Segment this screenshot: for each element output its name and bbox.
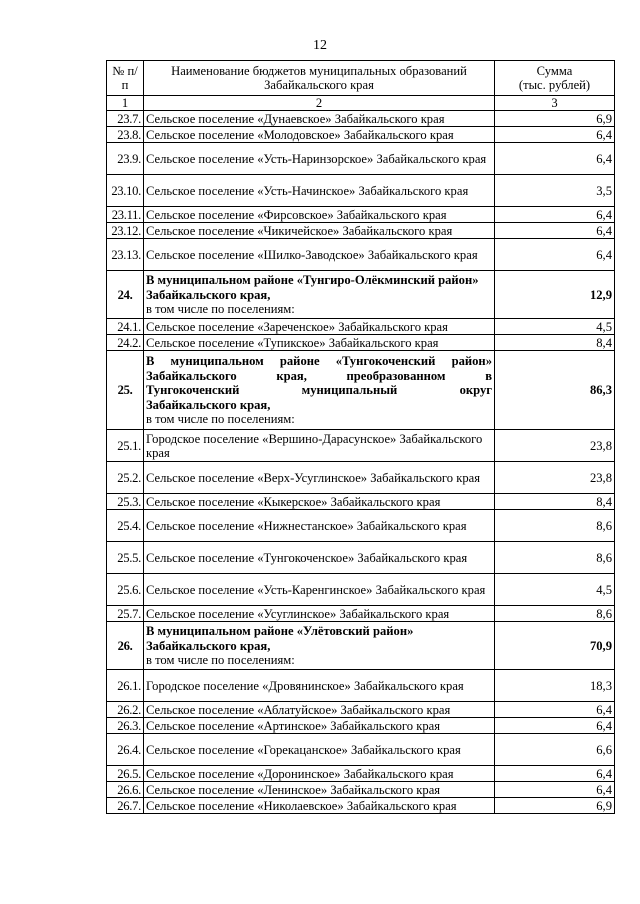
row-sum: 6,4 [495, 143, 615, 175]
table-row [107, 734, 615, 766]
row-number: 25.3. [107, 494, 144, 510]
row-number: 25.4. [107, 510, 144, 542]
row-number: 25.5. [107, 542, 144, 574]
row-number: 23.7. [107, 111, 144, 127]
row-number: 23.13. [107, 239, 144, 271]
row-name: Сельское поселение «Николаевское» Забайкальского края [144, 798, 495, 814]
row-sum: 6,9 [495, 111, 615, 127]
table-row [107, 510, 615, 542]
row-name: Сельское поселение «Шилко-Заводское» Забайкальского края [144, 239, 495, 271]
row-number: 23.8. [107, 127, 144, 143]
row-number: 23.9. [107, 143, 144, 175]
row-name: Сельское поселение «Зареченское» Забайкальского края [144, 319, 495, 335]
row-sum: 6,4 [495, 782, 615, 798]
table-row [107, 207, 615, 223]
table-row [107, 127, 615, 143]
table-row [107, 462, 615, 494]
row-sum: 6,4 [495, 207, 615, 223]
row-sum: 8,6 [495, 510, 615, 542]
row-sum: 23,8 [495, 462, 615, 494]
row-name: Сельское поселение «Фирсовское» Забайкальского края [144, 207, 495, 223]
header-sum: Сумма (тыс. рублей) [495, 61, 615, 96]
row-number: 26.6. [107, 782, 144, 798]
district-number: 26. [107, 622, 144, 670]
page-number: 12 [313, 38, 327, 53]
column-number: 2 [144, 96, 495, 111]
row-number: 24.1. [107, 319, 144, 335]
table-row [107, 702, 615, 718]
row-number: 26.1. [107, 670, 144, 702]
column-numbers-row [107, 96, 615, 111]
row-name: Сельское поселение «Нижнестанское» Забайкальского края [144, 510, 495, 542]
row-sum: 6,4 [495, 239, 615, 271]
row-name: Городское поселение «Вершино-Дарасунское» Забайкальского края [144, 430, 495, 462]
row-name: Городское поселение «Дровянинское» Забайкальского края [144, 670, 495, 702]
table-row [107, 430, 615, 462]
row-sum: 23,8 [495, 430, 615, 462]
row-name: Сельское поселение «Ленинское» Забайкальского края [144, 782, 495, 798]
row-sum: 8,4 [495, 494, 615, 510]
row-name: Сельское поселение «Аблатуйское» Забайкальского края [144, 702, 495, 718]
row-number: 25.7. [107, 606, 144, 622]
row-name: Сельское поселение «Тупикское» Забайкальского края [144, 335, 495, 351]
row-sum: 8,6 [495, 542, 615, 574]
row-sum: 6,6 [495, 734, 615, 766]
row-number: 26.5. [107, 766, 144, 782]
column-number: 3 [495, 96, 615, 111]
header-num: № п/п [107, 61, 144, 96]
row-number: 25.6. [107, 574, 144, 606]
table-row [107, 239, 615, 271]
district-row [107, 622, 615, 670]
row-name: Сельское поселение «Усть-Каренгинское» Забайкальского края [144, 574, 495, 606]
table-row [107, 670, 615, 702]
row-number: 25.1. [107, 430, 144, 462]
row-sum: 6,4 [495, 223, 615, 239]
row-sum: 6,4 [495, 702, 615, 718]
row-number: 26.2. [107, 702, 144, 718]
table-row [107, 718, 615, 734]
row-sum: 6,4 [495, 766, 615, 782]
table-row [107, 574, 615, 606]
row-number: 26.7. [107, 798, 144, 814]
row-number: 24.2. [107, 335, 144, 351]
row-sum: 4,5 [495, 574, 615, 606]
row-sum: 6,9 [495, 798, 615, 814]
district-row [107, 271, 615, 319]
row-name: Сельское поселение «Усть-Наринзорское» Забайкальского края [144, 143, 495, 175]
table-row [107, 335, 615, 351]
row-name: Сельское поселение «Усуглинское» Забайкальского края [144, 606, 495, 622]
row-name: Сельское поселение «Горекацанское» Забайкальского края [144, 734, 495, 766]
district-name: В муниципальном районе «Тунгиро-Олёкминский район» Забайкальского края, в том числе по поселениям: [144, 271, 495, 319]
row-name: Сельское поселение «Кыкерское» Забайкальского края [144, 494, 495, 510]
header-name: Наименование бюджетов муниципальных образований Забайкальского края [144, 61, 495, 96]
row-sum: 3,5 [495, 175, 615, 207]
row-sum: 4,5 [495, 319, 615, 335]
row-name: Сельское поселение «Чикичейское» Забайкальского края [144, 223, 495, 239]
row-sum: 6,4 [495, 127, 615, 143]
budget-table [106, 60, 615, 814]
row-name: Сельское поселение «Верх-Усуглинское» Забайкальского края [144, 462, 495, 494]
row-sum: 6,4 [495, 718, 615, 734]
row-name: Сельское поселение «Молодовское» Забайкальского края [144, 127, 495, 143]
row-sum: 18,3 [495, 670, 615, 702]
row-number: 23.10. [107, 175, 144, 207]
table-row [107, 798, 615, 814]
district-sum: 86,3 [495, 351, 615, 430]
row-name: Сельское поселение «Дунаевское» Забайкальского края [144, 111, 495, 127]
row-sum: 8,6 [495, 606, 615, 622]
table-header-row [107, 61, 615, 96]
table-row [107, 143, 615, 175]
district-name: В муниципальном районе «Улётовский район» Забайкальского края, в том числе по поселениям: [144, 622, 495, 670]
district-name: В муниципальном районе «Тунгокоченский район» Забайкальского края, преобразованном в Тунгокоченский муниципальный округ Забайкальского края, в том числе по поселениям: [144, 351, 495, 430]
table-row [107, 542, 615, 574]
column-number: 1 [107, 96, 144, 111]
district-number: 24. [107, 271, 144, 319]
row-name: Сельское поселение «Усть-Начинское» Забайкальского края [144, 175, 495, 207]
table-row [107, 319, 615, 335]
row-name: Сельское поселение «Артинское» Забайкальского края [144, 718, 495, 734]
district-number: 25. [107, 351, 144, 430]
table-row [107, 111, 615, 127]
table-row [107, 494, 615, 510]
row-number: 23.12. [107, 223, 144, 239]
district-sum: 70,9 [495, 622, 615, 670]
table-row [107, 766, 615, 782]
district-sum: 12,9 [495, 271, 615, 319]
district-row [107, 351, 615, 430]
row-sum: 8,4 [495, 335, 615, 351]
row-number: 26.4. [107, 734, 144, 766]
row-name: Сельское поселение «Тунгокоченское» Забайкальского края [144, 542, 495, 574]
row-number: 23.11. [107, 207, 144, 223]
table-row [107, 175, 615, 207]
row-number: 25.2. [107, 462, 144, 494]
table-row [107, 223, 615, 239]
row-name: Сельское поселение «Доронинское» Забайкальского края [144, 766, 495, 782]
table-row [107, 782, 615, 798]
table-row [107, 606, 615, 622]
row-number: 26.3. [107, 718, 144, 734]
